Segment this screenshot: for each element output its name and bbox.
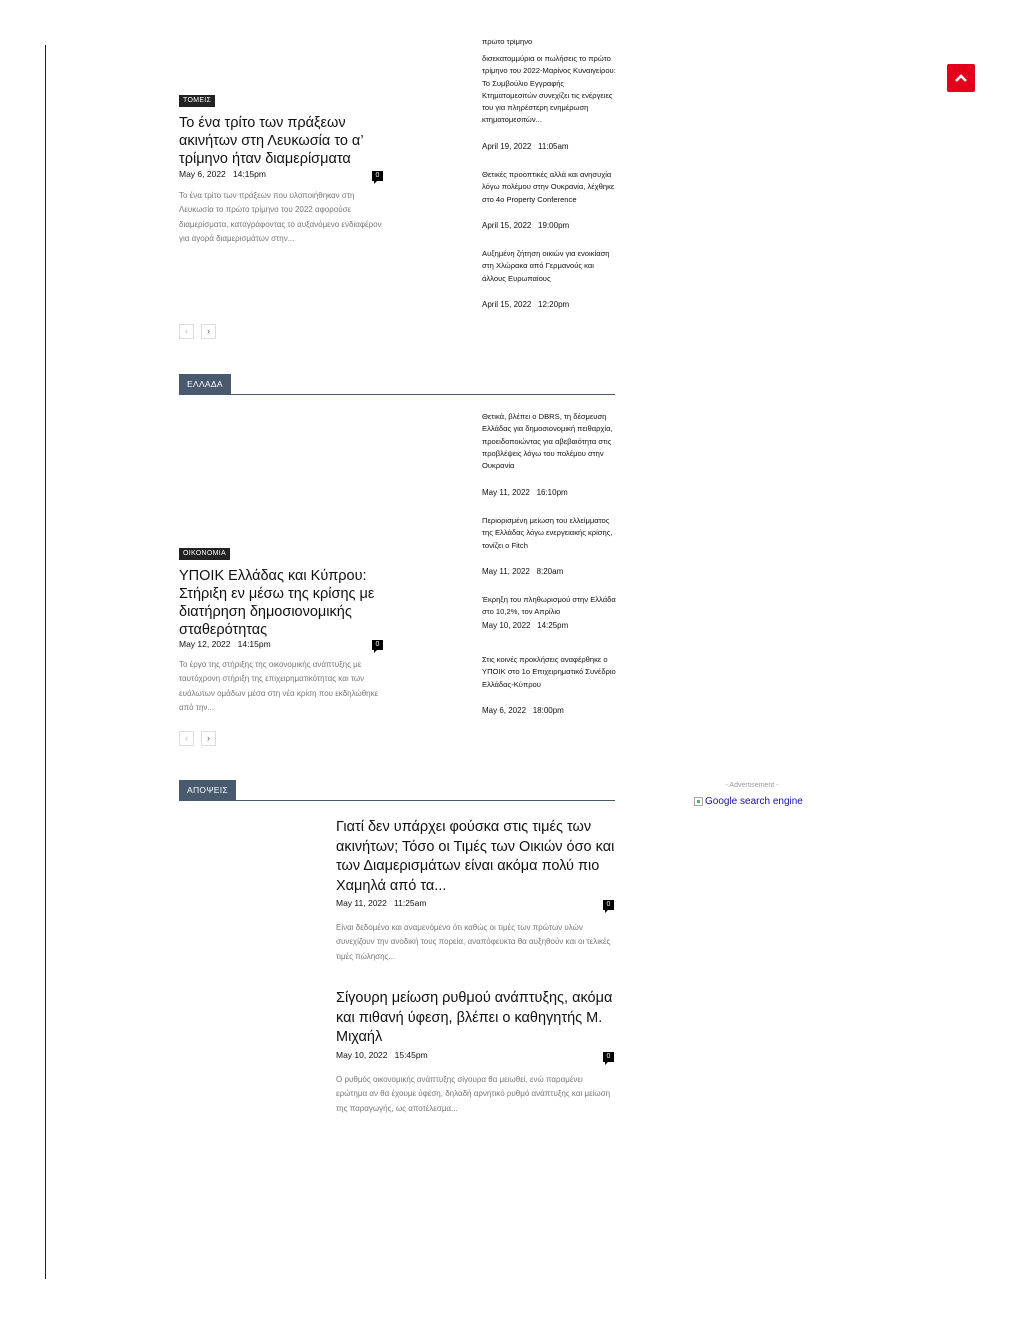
article-meta xyxy=(336,1050,428,1060)
article-meta xyxy=(179,169,266,179)
side-article-title[interactable]: Θετικά, βλέπει ο DBRS, τη δέσμευση Ελλάδας για δημοσιονομική πειθαρχία, προειδοποιώντας για αβεβαιότητα στις προβλέψεις λόγω του πολέμου στην Ουκρανία xyxy=(482,412,613,471)
side-article-date: May 11, 2022 16:10pm xyxy=(482,488,568,497)
article-time: 15:45pm xyxy=(394,1050,428,1060)
chevron-up-icon xyxy=(954,71,968,85)
side-article-date: April 19, 2022 11:05am xyxy=(482,142,569,151)
article-date: May 11, 2022 xyxy=(336,898,387,908)
side-article-date: April 15, 2022 19:00pm xyxy=(482,221,570,230)
article-title[interactable]: Σίγουρη μείωση ρυθμού ανάπτυξης, ακόμα και πιθανή ύφεση, βλέπει ο καθηγητής Μ. Μιχαήλ xyxy=(336,990,613,1045)
section-header-opinions xyxy=(179,780,615,801)
scroll-to-top-button[interactable] xyxy=(947,64,975,92)
article-time: 14:15pm xyxy=(232,169,266,179)
section-header-greece xyxy=(179,374,615,395)
article-date: May 12, 2022 xyxy=(179,639,231,649)
prev-page-button[interactable]: ‹ xyxy=(179,731,194,746)
side-article-title-partial[interactable]: πρώτο τρίμηνο xyxy=(482,39,533,46)
side-article-date: May 10, 2022 14:25pm xyxy=(482,621,569,630)
article-excerpt: Ο ρυθμός οικονομικής ανάπτυξης σίγουρα θα μειωθεί, ενώ παραμένει ερώτημα αν θα έχουμε ύφεση, δηλαδή αρνητικό ρυθμό ανάπτυξης και μείωση της παραγωγής, ως αποτέλεσμα... xyxy=(336,1075,611,1113)
advertisement-alt-text: Google search engine xyxy=(705,796,803,807)
side-article-title[interactable]: Έκρηξη του πληθωρισμού στην Ελλάδα στο 10,2%, τον Απρίλιο xyxy=(482,595,616,617)
article-date: May 6, 2022 xyxy=(179,169,226,179)
article-title[interactable]: ΥΠΟΙΚ Ελλάδας και Κύπρου: Στήριξη εν μέσω της κρίσης με διατήρηση δημοσιονομικής σταθερότητας xyxy=(179,568,375,638)
comment-count-badge[interactable]: 0 xyxy=(372,171,383,181)
section-header-label[interactable]: ΕΛΛΑΔΑ xyxy=(179,374,231,394)
side-article-date: April 15, 2022 12:20pm xyxy=(482,300,570,309)
side-article-title[interactable]: δισεκατομμύρια οι πωλήσεις το πρώτο τρίμηνο του 2022-Μαρίνος Κυναιγείρου: Το Συμβούλιο Εγγραφής Κτηματομεσιτών συνεχίζει τις ενέργειες του για πληρέστερη ενημέρωση κτηματομεσιτών... xyxy=(482,54,616,125)
category-tag[interactable]: ΟΙΚΟΝΟΜΙΑ xyxy=(179,548,230,560)
section-header-label[interactable]: ΑΠΟΨΕΙΣ xyxy=(179,780,236,800)
side-article-date: May 11, 2022 8:20am xyxy=(482,567,564,576)
article-time: 11:25am xyxy=(393,898,427,908)
next-page-button[interactable]: › xyxy=(201,731,216,746)
prev-page-button[interactable]: ‹ xyxy=(179,324,194,339)
article-excerpt: Το έργο της στήριξης της οικονομικής ανάπτυξης με ταυτόχρονη στήριξη της επιχειρηματικότητας και των ευάλωτων ομάδων μέσα στη νέα κρίση που εκδηλώθηκε από την... xyxy=(179,660,379,712)
side-article-title[interactable]: Θετικές προοπτικές αλλά και ανησυχία λόγω πολέμου στην Ουκρανία, λέχθηκε στο 4ο Property Conference xyxy=(482,170,615,204)
article-meta xyxy=(179,639,271,649)
article-time: 14:15pm xyxy=(237,639,271,649)
broken-image-icon xyxy=(694,797,703,806)
next-page-button[interactable]: › xyxy=(201,324,216,339)
comment-count-badge[interactable]: 0 xyxy=(372,640,383,650)
article-meta xyxy=(336,898,426,908)
article-title[interactable]: Το ένα τρίτο των πράξεων ακινήτων στη Λευκωσία το α’ τρίμηνο ήταν διαμερίσματα xyxy=(179,115,363,167)
advertisement-label: - Advertisement - xyxy=(725,782,779,789)
comment-count-badge[interactable]: 0 xyxy=(603,900,614,910)
side-article-date: May 6, 2022 18:00pm xyxy=(482,706,564,715)
side-article-title[interactable]: Αυξημένη ζήτηση οικιών για ενοικίαση στη Χλώρακα από Γερμανούς και άλλους Ευρωπαίους xyxy=(482,249,610,283)
side-article-title[interactable]: Περιορισμένη μείωση του ελλείμματος της Ελλάδας λόγω ενεργειακής κρίσης, τονίζει ο Fitch xyxy=(482,516,613,550)
category-tag[interactable]: ΤΟΜΕΙΣ xyxy=(179,95,215,107)
article-date: May 10, 2022 xyxy=(336,1050,388,1060)
article-title[interactable]: Γιατί δεν υπάρχει φούσκα στις τιμές των ακινήτων; Τόσο οι Τιμές των Οικιών όσο και των Διαμερισμάτων είναι ακόμα πολύ πιο Χαμηλά από τα... xyxy=(336,819,615,894)
comment-count-badge[interactable]: 0 xyxy=(603,1052,614,1062)
side-article-title[interactable]: Στις κοινές προκλήσεις αναφέρθηκε ο ΥΠΟΙΚ στο 1ο Επιχειρηματικό Συνέδριο Ελλάδας-Κύπρου xyxy=(482,655,616,689)
left-border-line xyxy=(45,45,46,1279)
advertisement-image[interactable] xyxy=(694,796,803,807)
article-excerpt: Είναι δεδομένο και αναμενόμενο ότι καθώς οι τιμές των πρώτων υλών συνεχίζουν την ανοδική τους πορεία, αναπόφευκτα θα αυξηθούν και οι τελικές τιμές πώλησης... xyxy=(336,923,611,961)
article-excerpt: Το ένα τρίτο των πράξεων που υλοποιήθηκαν στη Λευκωσία το πρώτο τρίμηνο του 2022 αφορούσε διαμερίσματα, καταγράφοντας το αυξανόμενο ενδιαφέρον για αγορά διαμερισμάτων στην... xyxy=(179,191,382,243)
